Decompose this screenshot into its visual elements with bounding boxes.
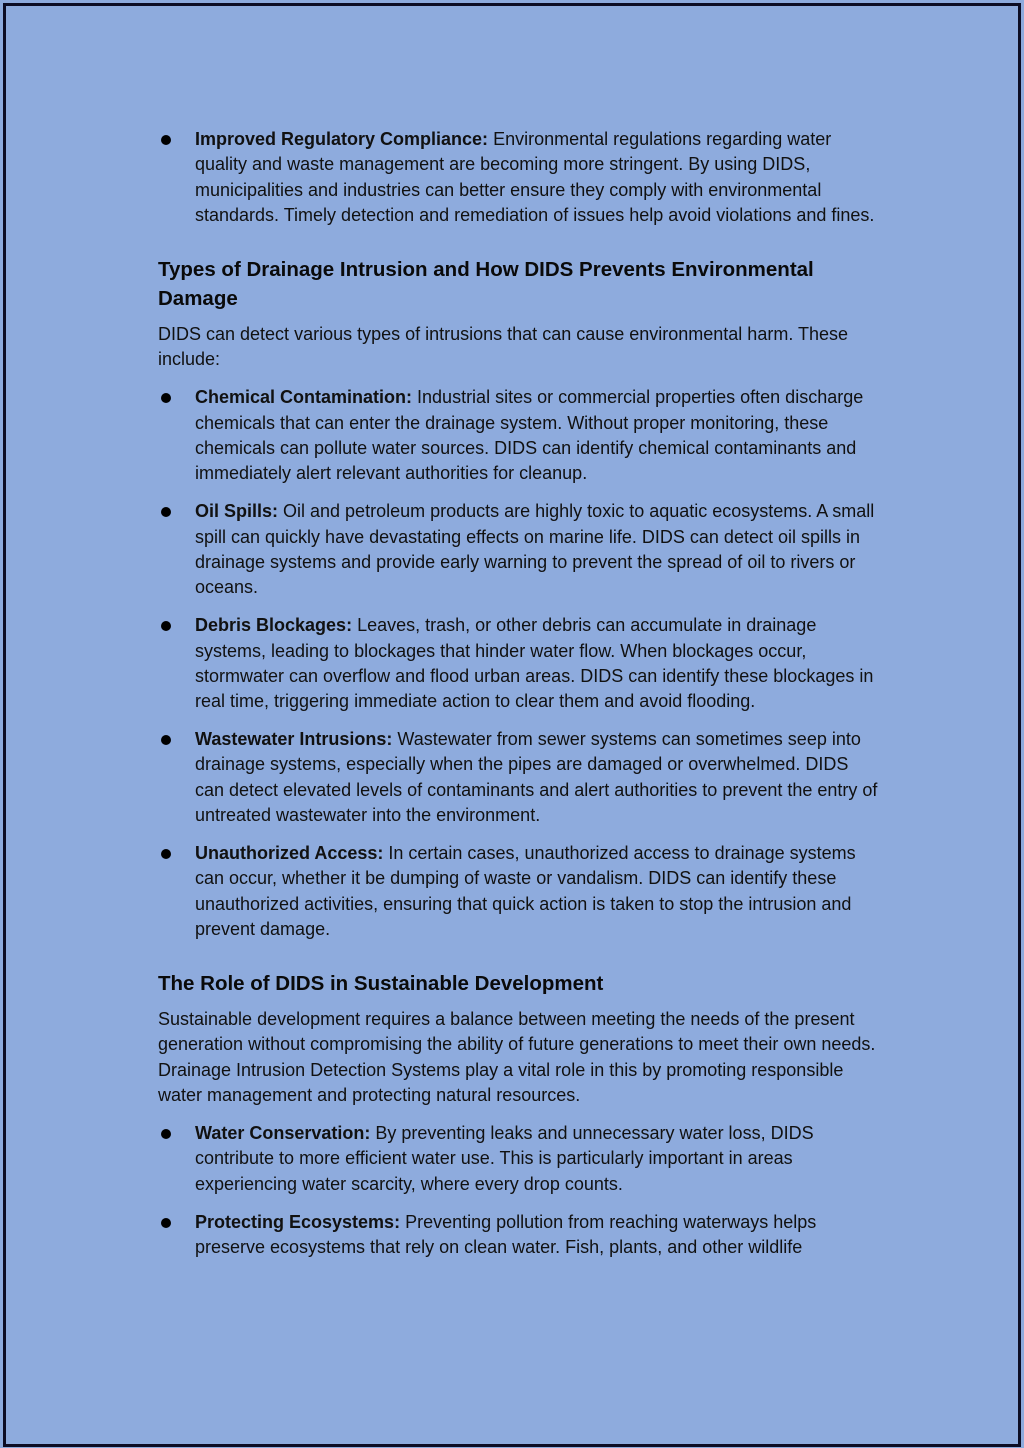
bullet-icon [161, 735, 171, 745]
bullet-icon [161, 393, 171, 403]
bullet-icon [161, 507, 171, 517]
list-item [158, 385, 878, 486]
bullet-icon [161, 1218, 171, 1228]
list-item [158, 1121, 878, 1197]
sustainability-list [158, 1121, 878, 1260]
list-item [158, 1210, 878, 1261]
item-term: Protecting Ecosystems: [195, 1211, 401, 1232]
list-item [158, 727, 878, 828]
item-text: Wastewater from sewer systems can sometimes seep into drainage systems, especially when the pipes are damaged or overwhelmed. DIDS can detect elevated levels of contaminants and alert authorities to prevent the entry of untreated wastewater into the environment. [195, 729, 878, 825]
compliance-list [158, 127, 878, 228]
page-frame [3, 3, 1021, 1447]
bullet-icon [161, 621, 171, 631]
list-item [158, 127, 878, 228]
section-intro: DIDS can detect various types of intrusions that can cause environmental harm. These include: [158, 324, 849, 370]
bullet-icon [161, 849, 171, 859]
item-text: Environmental regulations regarding water quality and waste management are becoming more stringent. By using DIDS, municipalities and industries can better ensure they comply with environmental standards. Timely detection and remediation of issues help avoid violations and fines. [195, 129, 875, 225]
item-text: In certain cases, unauthorized access to drainage systems can occur, whether it be dumping of waste or vandalism. DIDS can identify these unauthorized activities, ensuring that quick action is taken to stop the intrusion and prevent damage. [195, 842, 856, 939]
list-item [158, 499, 878, 600]
section-heading: The Role of DIDS in Sustainable Development [158, 972, 604, 996]
list-item [158, 841, 878, 942]
document-body [158, 127, 878, 1273]
item-term: Oil Spills: [195, 501, 279, 522]
list-item [158, 613, 878, 714]
item-text: By preventing leaks and unnecessary water loss, DIDS contribute to more efficient water use. This is particularly important in areas experiencing water scarcity, where every drop counts. [195, 1123, 814, 1194]
item-term: Wastewater Intrusions: [195, 729, 393, 750]
section-intro: Sustainable development requires a balance between meeting the needs of the present generation without compromising the ability of future generations to meet their own needs. Drainage Intrusion Detection Systems play a vital role in this by promoting responsible water management and protecting natural resources. [158, 1009, 876, 1106]
item-term: Chemical Contamination: [195, 387, 413, 408]
intrusion-types-list [158, 385, 878, 942]
bullet-icon [161, 1129, 171, 1139]
item-text: Leaves, trash, or other debris can accumulate in drainage systems, leading to blockages that hinder water flow. When blockages occur, stormwater can overflow and flood urban areas. DIDS can identify these blockages in real time, triggering immediate action to clear them and avoid flooding. [195, 615, 874, 712]
item-term: Improved Regulatory Compliance: [195, 129, 489, 149]
item-term: Unauthorized Access: [195, 842, 384, 863]
item-text: Preventing pollution from reaching waterways helps preserve ecosystems that rely on clean water. Fish, plants, and other wildlife [195, 1211, 817, 1257]
item-text: Industrial sites or commercial properties often discharge chemicals that can enter the drainage system. Without proper monitoring, these chemicals can pollute water sources. DIDS can identify chemical contaminants and immediately alert relevant authorities for cleanup. [195, 387, 864, 484]
item-text: Oil and petroleum products are highly toxic to aquatic ecosystems. A small spill can quickly have devastating effects on marine life. DIDS can detect oil spills in drainage systems and provide early warning to prevent the spread of oil to rivers or oceans. [195, 501, 875, 598]
bullet-icon [161, 135, 171, 145]
item-term: Water Conservation: [195, 1123, 371, 1144]
section-heading: Types of Drainage Intrusion and How DIDS Prevents Environmental Damage [158, 258, 814, 311]
item-term: Debris Blockages: [195, 615, 353, 636]
